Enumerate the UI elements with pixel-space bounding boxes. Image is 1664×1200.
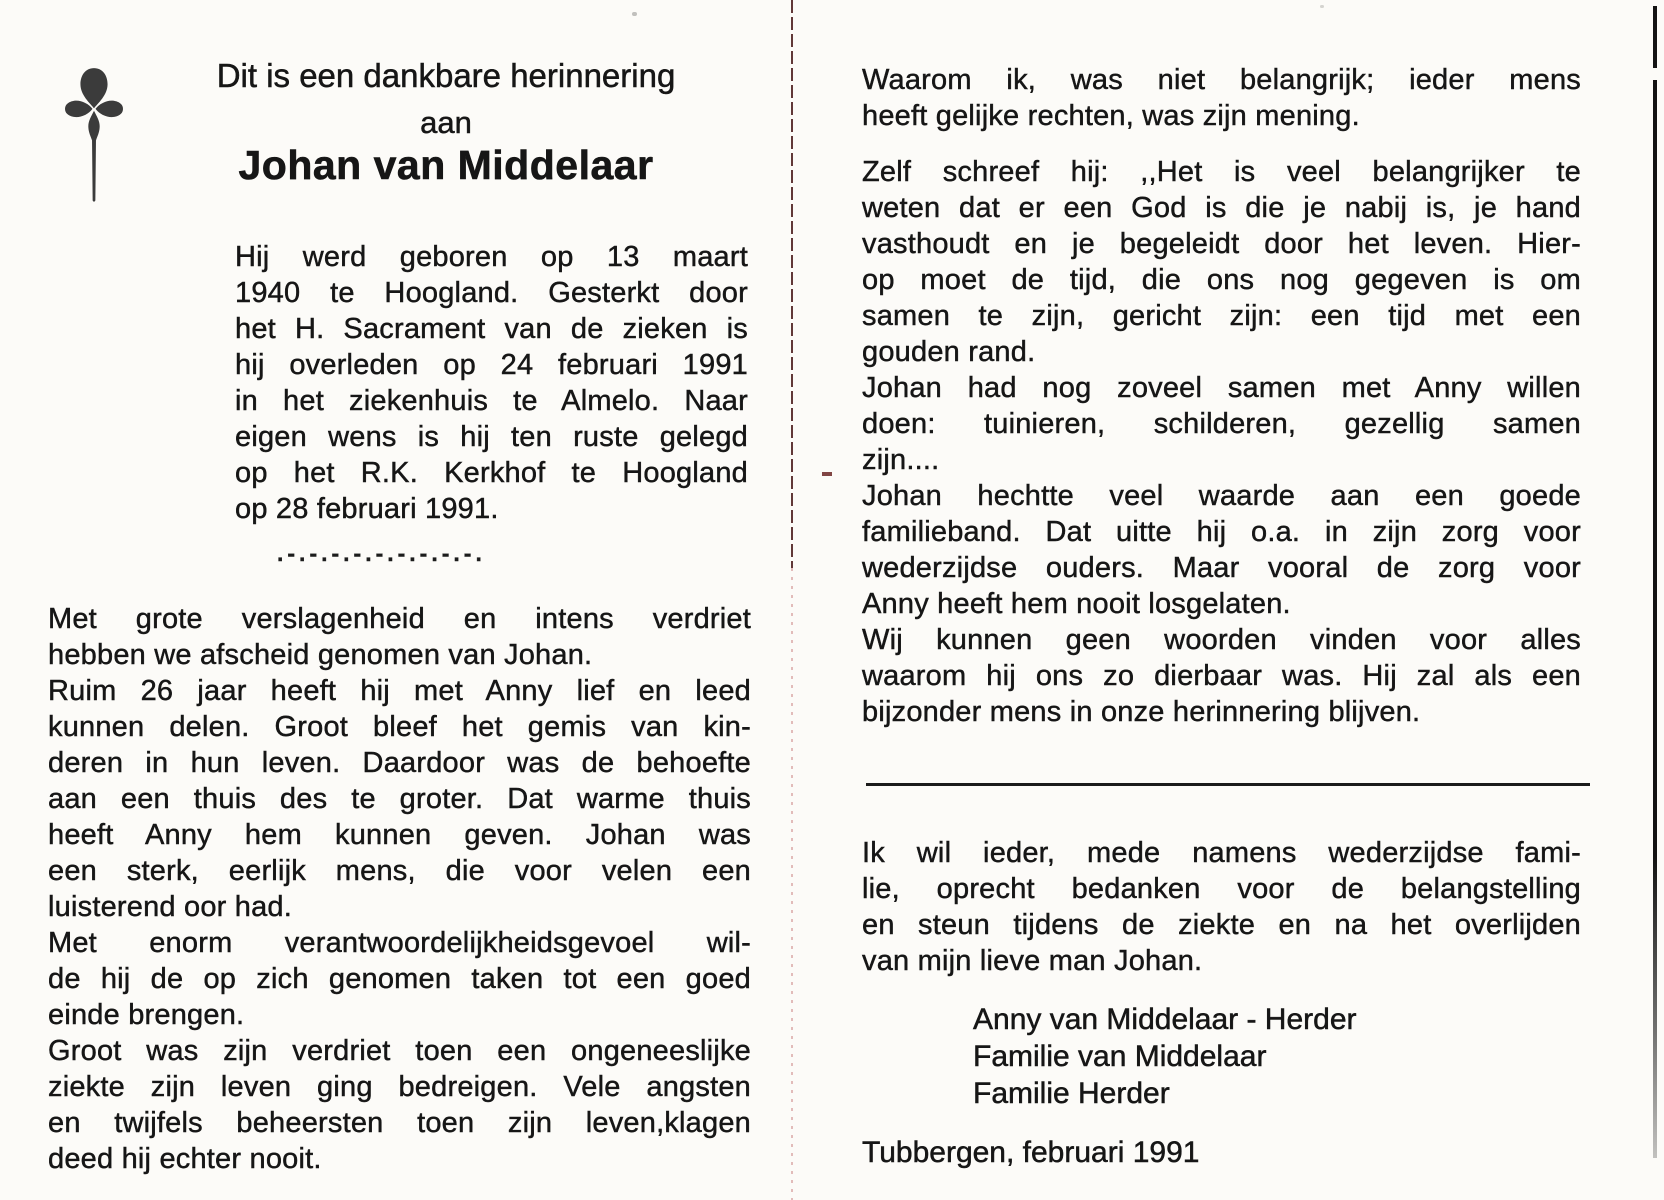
text-line: op 28 februari 1991. (235, 493, 499, 525)
text-line: zijn.... (862, 444, 940, 476)
scan-speck (632, 12, 637, 16)
text-line: Hij werd geboren op 13 maart (235, 241, 748, 273)
signature-widow: Anny van Middelaar - Herder (973, 1003, 1357, 1036)
text-line: Met grote verslagenheid en intens verdriet (48, 603, 751, 635)
center-fold-line-bottom (791, 568, 793, 1200)
header-aan-line: aan (420, 105, 472, 140)
text-line: kunnen delen. Groot bleef het gemis van kin- (48, 711, 751, 743)
text-line: deren in hun leven. Daardoor was de behoefte (48, 747, 751, 779)
card-header (150, 56, 742, 188)
text-line: op het R.K. Kerkhof te Hoogland (235, 457, 748, 489)
scan-edge-line (1653, 80, 1657, 1158)
text-line: Met enorm verantwoordelijkheidsgevoel wil- (48, 927, 751, 959)
deceased-name: Johan van Middelaar (238, 142, 654, 188)
text-line: waarom hij ons zo dierbaar was. Hij zal als een (862, 660, 1581, 692)
text-line: luisterend oor had. (48, 891, 293, 923)
text-line: op moet de tijd, die ons nog gegeven is om (862, 264, 1581, 296)
text-line: Johan hechtte veel waarde aan een goede (862, 480, 1581, 512)
scan-edge-line-top (1653, 6, 1657, 68)
text-line: hebben we afscheid genomen van Johan. (48, 639, 593, 671)
text-line: Wij kunnen geen woorden vinden voor alles (862, 624, 1581, 656)
text-line: ziekte zijn leven ging bedreigen. Vele angsten (48, 1071, 751, 1103)
opening-paragraph (862, 62, 1581, 134)
cross-icon (56, 62, 132, 210)
section-divider-line (866, 783, 1590, 786)
quote-paragraph (862, 154, 1581, 730)
text-line: heeft gelijke rechten, was zijn mening. (862, 100, 1360, 132)
birth-death-paragraph (235, 239, 748, 527)
text-line: vasthoudt en je begeleidt door het leven. Hier- (862, 228, 1581, 260)
text-line: Ruim 26 jaar heeft hij met Anny lief en leed (48, 675, 751, 707)
text-line: Waarom ik, was niet belangrijk; ieder mens (862, 64, 1581, 96)
text-line: aan een thuis des te groter. Dat warme thuis (48, 783, 751, 815)
scan-speck (1320, 5, 1324, 8)
text-line: Anny heeft hem nooit losgelaten. (862, 588, 1291, 620)
text-line: hij overleden op 24 februari 1991 (235, 349, 748, 381)
signature-family-middelaar: Familie van Middelaar (973, 1040, 1267, 1073)
text-line: en steun tijdens de ziekte en na het overlijden (862, 909, 1581, 941)
header-intro-line: Dit is een dankbare herinnering (216, 57, 676, 94)
text-line: einde brengen. (48, 999, 245, 1031)
text-line: Zelf schreef hij: ,,Het is veel belangrijker te (862, 156, 1581, 188)
text-line: Ik wil ieder, mede namens wederzijdse fami- (862, 837, 1581, 869)
text-line: wederzijdse ouders. Maar vooral de zorg voor (862, 552, 1581, 584)
text-line: gouden rand. (862, 336, 1036, 368)
text-line: en twijfels beheersten toen zijn leven,klagen (48, 1107, 751, 1139)
memorial-paragraph (48, 601, 751, 1177)
text-line: lie, oprecht bedanken voor de belangstelling (862, 873, 1581, 905)
fold-tick-mark (822, 472, 832, 476)
signature-block (973, 1001, 1357, 1112)
text-line: een sterk, eerlijk mens, die voor velen een (48, 855, 751, 887)
thanks-paragraph (862, 835, 1581, 979)
text-line: deed hij echter nooit. (48, 1143, 322, 1175)
text-line: het H. Sacrament van de zieken is (235, 313, 748, 345)
place-dateline: Tubbergen, februari 1991 (862, 1136, 1200, 1169)
text-line: eigen wens is hij ten ruste gelegd (235, 421, 748, 453)
text-line: heeft Anny hem kunnen geven. Johan was (48, 819, 751, 851)
text-line: Groot was zijn verdriet toen een ongeneeslijke (48, 1035, 751, 1067)
dotted-divider: .-.-.-.-.-.-.-.-.-. (277, 540, 486, 566)
text-line: in het ziekenhuis te Almelo. Naar (235, 385, 748, 417)
text-line: weten dat er een God is die je nabij is, je hand (862, 192, 1581, 224)
text-line: familieband. Dat uitte hij o.a. in zijn zorg voor (862, 516, 1581, 548)
text-line: samen te zijn, gericht zijn: een tijd met een (862, 300, 1581, 332)
text-line: doen: tuinieren, schilderen, gezellig samen (862, 408, 1581, 440)
center-fold-line-top (791, 0, 793, 568)
text-line: van mijn lieve man Johan. (862, 945, 1203, 977)
text-line: de hij de op zich genomen taken tot een goed (48, 963, 751, 995)
signature-family-herder: Familie Herder (973, 1077, 1170, 1110)
text-line: 1940 te Hoogland. Gesterkt door (235, 277, 748, 309)
text-line: bijzonder mens in onze herinnering blijven. (862, 696, 1421, 728)
text-line: Johan had nog zoveel samen met Anny willen (862, 372, 1581, 404)
